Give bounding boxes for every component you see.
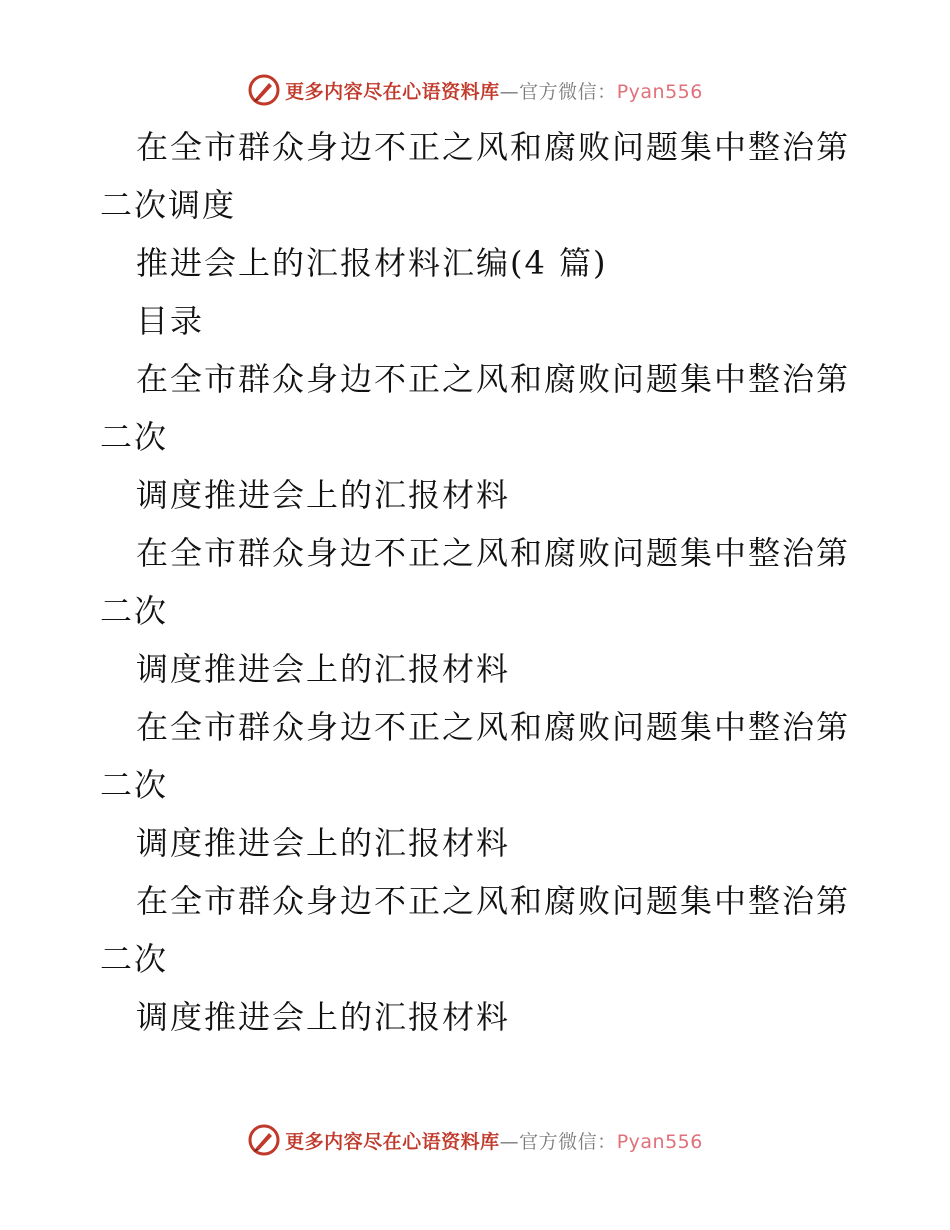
banner-separator: —官方微信： (499, 80, 617, 103)
banner-separator: —官方微信： (499, 1130, 617, 1153)
toc-item-4-line-2: 二次 (100, 940, 169, 978)
banner-text (285, 1127, 703, 1154)
toc-item-3-line-2: 二次 (100, 766, 169, 804)
title-line-2: 二次调度 (100, 186, 237, 224)
header-banner (0, 70, 950, 110)
document-body (100, 118, 860, 1046)
banner-main: 更多内容尽在心语资料库 (285, 80, 500, 103)
banner-main: 更多内容尽在心语资料库 (285, 1130, 500, 1153)
title-line-3: 推进会上的汇报材料汇编(4 篇) (136, 244, 608, 282)
banner-handle: Pyan556 (616, 1130, 703, 1153)
toc-item-4-line-1: 在全市群众身边不正之风和腐败问题集中整治第 (136, 882, 851, 920)
toc-item-1-line-1: 在全市群众身边不正之风和腐败问题集中整治第 (136, 360, 851, 398)
toc-item-3-line-3: 调度推进会上的汇报材料 (136, 824, 511, 862)
footer-banner (0, 1120, 950, 1160)
toc-item-2-line-1: 在全市群众身边不正之风和腐败问题集中整治第 (136, 534, 851, 572)
toc-item-4-line-3: 调度推进会上的汇报材料 (136, 998, 511, 1036)
pen-logo-icon (247, 1123, 281, 1157)
toc-item-2-line-3: 调度推进会上的汇报材料 (136, 650, 511, 688)
toc-heading: 目录 (136, 302, 205, 340)
title-line-1: 在全市群众身边不正之风和腐败问题集中整治第 (136, 128, 851, 166)
pen-logo-icon (247, 73, 281, 107)
banner-handle: Pyan556 (616, 80, 703, 103)
toc-item-1-line-2: 二次 (100, 418, 169, 456)
toc-item-1-line-3: 调度推进会上的汇报材料 (136, 476, 511, 514)
toc-item-2-line-2: 二次 (100, 592, 169, 630)
toc-item-3-line-1: 在全市群众身边不正之风和腐败问题集中整治第 (136, 708, 851, 746)
banner-text (285, 77, 703, 104)
